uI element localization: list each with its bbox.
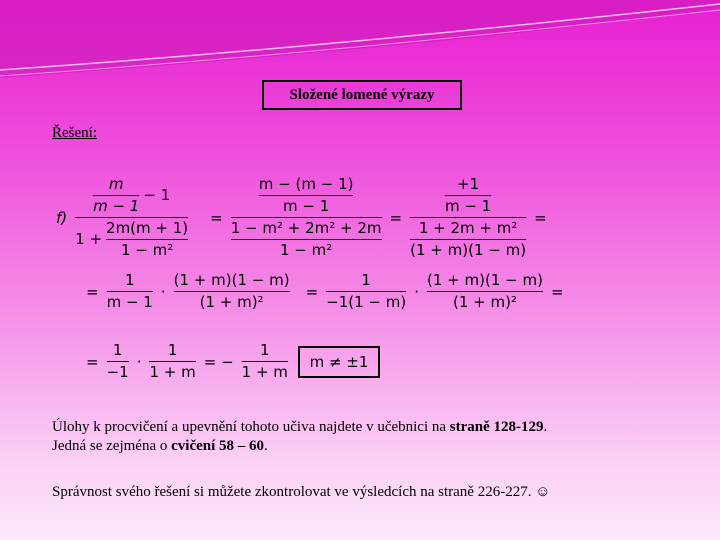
math-row-1: [56, 176, 547, 259]
page-title: Složené lomené výrazy: [262, 80, 462, 110]
equals-sign: =: [305, 282, 319, 301]
equals-sign: =: [86, 282, 99, 301]
fraction: $\frac{1}{1 + m}$: [149, 341, 196, 381]
equals-sign: =: [534, 208, 547, 227]
equals-sign: =: [210, 208, 223, 227]
decorative-wave: [0, 0, 720, 90]
equals-sign: =: [86, 352, 99, 371]
check-text: Správnost svého řešení si můžete zkontrolovat ve výsledcích na straně 226-227. ☺: [52, 484, 551, 500]
equals-sign: =: [389, 208, 403, 227]
exercise-label: f): [56, 208, 68, 227]
equals-sign: =: [550, 282, 564, 301]
multiply-dot: ·: [414, 282, 419, 301]
fraction: $\frac{1}{m - 1}$: [106, 271, 153, 311]
fraction: $\frac{1}{-1}$: [106, 341, 129, 381]
fraction: $\frac{1}{1 + m}$: [241, 341, 288, 381]
multiply-dot: ·: [160, 282, 166, 301]
math-row-3: [86, 342, 288, 381]
condition-box: m ≠ ±1: [298, 346, 380, 378]
multiply-dot: ·: [136, 352, 142, 371]
compound-fraction-1: $\frac{m}{m - 1}$ − 1 1 + $\frac{2m(m + 1)}{\text{1 − m²}}$: [75, 175, 189, 259]
fraction: $\frac{(1 + m)(1 - m)}{\text{(1 + m)²}}$: [427, 271, 543, 311]
math-row-2: [86, 272, 564, 311]
fraction: $\frac{(1 + m)(1 - m)}{\text{(1 + m)²}}$: [173, 271, 290, 311]
fraction: $\frac{1}{-1(1 - m)}$: [326, 271, 407, 311]
compound-fraction-2: $\frac{\frac{m - (m - 1)}{m - 1}}{\frac{\text{1 − m² + 2m² + 2m}}{\text{1 − m²}}}$: [230, 175, 382, 259]
task-text: Úlohy k procvičení a upevnění tohoto učiva najdete v učebnici na straně 128-129. Jedná se zejména o cvičení 58 – 60.: [52, 419, 548, 454]
smiley-icon: ☺: [535, 484, 551, 500]
compound-fraction-3: $\frac{\frac{+1}{m - 1}}{\frac{\text{1 + 2m + m²}}{(1 + m)(1 - m)}}$: [410, 175, 527, 259]
equals-sign: = −: [203, 352, 234, 371]
solution-label: Řešení:: [52, 125, 97, 141]
